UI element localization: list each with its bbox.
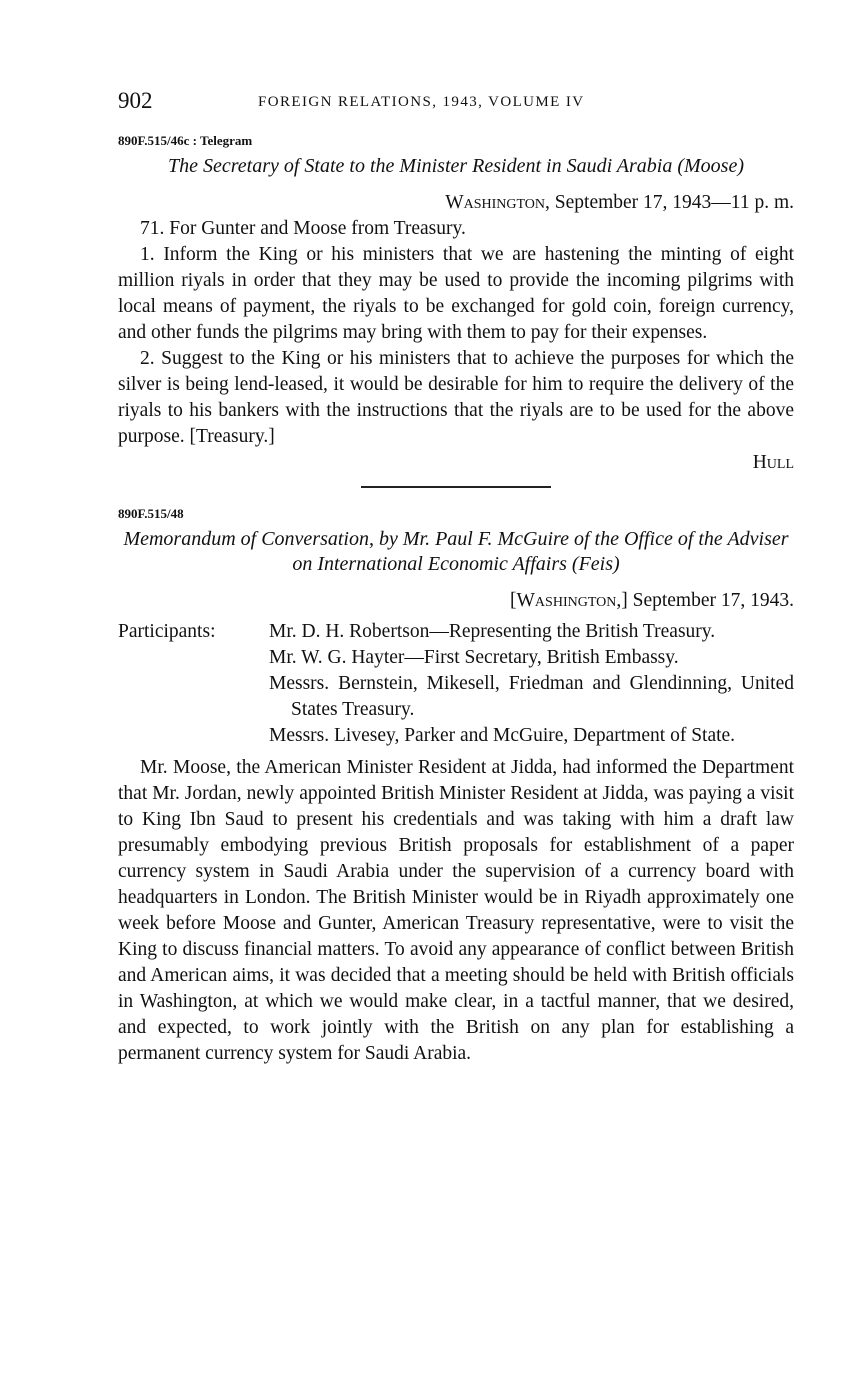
participants-block	[118, 619, 794, 749]
file-reference: 890F.515/46c : Telegram	[118, 133, 253, 148]
participants-label: Participants:	[118, 621, 216, 642]
participant-entry: Messrs. Bernstein, Mikesell, Friedman and Glendinning, United States Treasury.	[269, 673, 794, 720]
file-reference: 890F.515/48	[118, 506, 184, 521]
telegram-paragraph: 2. Suggest to the King or his ministers that to achieve the purposes for which the silver is being lend-leased, it would be desirable for him to require the delivery of the riyals to his bankers with the instructions that the riyals are to be used for the above purpose. [Treasury.]	[118, 348, 794, 447]
dateline-place: Washington	[445, 192, 546, 213]
page-number: 902	[118, 88, 153, 113]
participant-entry: Mr. D. H. Robertson—Representing the British Treasury.	[269, 621, 716, 642]
document-page	[118, 86, 794, 1067]
document-title: Memorandum of Conversation, by Mr. Paul F. McGuire of the Office of the Adviser on International Economic Affairs (Feis)	[123, 528, 789, 575]
dateline	[118, 588, 794, 614]
dateline-bracket: [	[510, 590, 517, 611]
running-head	[118, 86, 794, 116]
running-head-title: FOREIGN RELATIONS, 1943, VOLUME IV	[258, 94, 585, 110]
participant-entry: Mr. W. G. Hayter—First Secretary, British Embassy.	[269, 647, 679, 668]
dateline-place: Washington	[516, 590, 617, 611]
document-title: The Secretary of State to the Minister Resident in Saudi Arabia (Moose)	[167, 155, 744, 177]
telegram-paragraph: 1. Inform the King or his ministers that we are hastening the minting of eight million riyals in order that they may be used to provide the incoming pilgrims with local means of payment, the riyals to be exchanged for gold coin, foreign currency, and other funds the pilgrims may bring with them to pay for their expenses.	[118, 244, 794, 343]
dateline	[118, 190, 794, 216]
memorandum-paragraph: Mr. Moose, the American Minister Resident at Jidda, had informed the Department that Mr. Jordan, newly appointed British Minister Resident at Jidda, was paying a visit to King Ibn Saud to present his credentials and was taking with him a draft law presumably embodying previous British proposals for establishment of a paper currency system in Saudi Arabia under the supervision of a currency board with headquarters in London. The British Minister would be in Riyadh approximately one week before Moose and Gunter, American Treasury representative, were to visit the King to discuss financial matters. To avoid any appearance of conflict between British and American aims, it was decided that a meeting should be held with British officials in Washington, at which we would make clear, in a tactful manner, that we desired, and expected, to work jointly with the British on any plan for establishing a permanent currency system for Saudi Arabia.	[118, 757, 794, 1064]
signature: Hull	[752, 452, 794, 473]
dateline-date: ,] September 17, 1943.	[616, 590, 794, 611]
dateline-date: , September 17, 1943—11 p. m.	[545, 192, 794, 213]
participant-entry: Messrs. Livesey, Parker and McGuire, Department of State.	[269, 725, 736, 746]
participants-list	[269, 619, 794, 749]
telegram-paragraph: 71. For Gunter and Moose from Treasury.	[140, 218, 466, 239]
section-divider	[361, 486, 551, 488]
